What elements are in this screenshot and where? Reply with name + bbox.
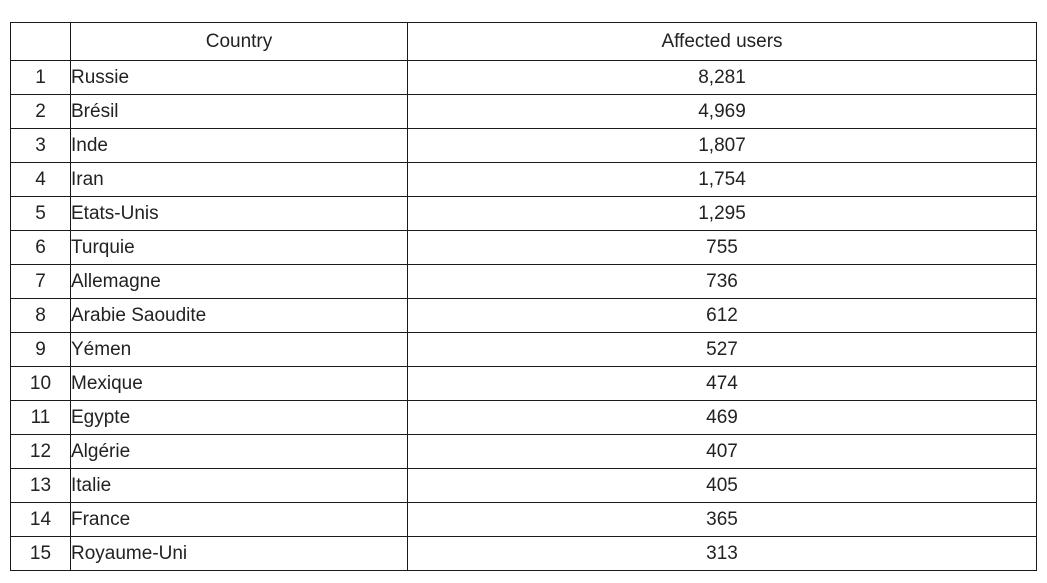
- country-cell: Iran: [71, 163, 408, 197]
- affected-users-cell: 365: [408, 503, 1037, 537]
- affected-users-cell: 474: [408, 367, 1037, 401]
- affected-users-cell: 313: [408, 537, 1037, 571]
- table-row: [11, 367, 1037, 401]
- country-cell: Etats-Unis: [71, 197, 408, 231]
- country-cell: Brésil: [71, 95, 408, 129]
- affected-users-cell: 1,807: [408, 129, 1037, 163]
- table-row: [11, 503, 1037, 537]
- country-cell: Turquie: [71, 231, 408, 265]
- affected-users-cell: 755: [408, 231, 1037, 265]
- country-cell: Arabie Saoudite: [71, 299, 408, 333]
- country-cell: Mexique: [71, 367, 408, 401]
- rank-cell: 3: [11, 129, 71, 163]
- table-row: [11, 435, 1037, 469]
- affected-users-table: [10, 22, 1037, 571]
- rank-cell: 10: [11, 367, 71, 401]
- rank-cell: 4: [11, 163, 71, 197]
- rank-cell: 9: [11, 333, 71, 367]
- table-row: [11, 163, 1037, 197]
- header-affected-users: Affected users: [408, 23, 1037, 61]
- affected-users-cell: 1,754: [408, 163, 1037, 197]
- country-cell: Italie: [71, 469, 408, 503]
- table-row: [11, 333, 1037, 367]
- rank-cell: 6: [11, 231, 71, 265]
- country-cell: Algérie: [71, 435, 408, 469]
- rank-cell: 13: [11, 469, 71, 503]
- header-rank: [11, 23, 71, 61]
- country-cell: France: [71, 503, 408, 537]
- affected-users-cell: 8,281: [408, 61, 1037, 95]
- table-row: [11, 197, 1037, 231]
- rank-cell: 15: [11, 537, 71, 571]
- rank-cell: 2: [11, 95, 71, 129]
- table-header: [11, 23, 1037, 61]
- country-cell: Allemagne: [71, 265, 408, 299]
- table-row: [11, 469, 1037, 503]
- table-row: [11, 401, 1037, 435]
- country-cell: Royaume-Uni: [71, 537, 408, 571]
- affected-users-cell: 1,295: [408, 197, 1037, 231]
- table-row: [11, 537, 1037, 571]
- table-row: [11, 95, 1037, 129]
- table-body: [11, 61, 1037, 571]
- rank-cell: 8: [11, 299, 71, 333]
- affected-users-cell: 405: [408, 469, 1037, 503]
- affected-users-cell: 736: [408, 265, 1037, 299]
- country-cell: Inde: [71, 129, 408, 163]
- header-row: [11, 23, 1037, 61]
- header-country: Country: [71, 23, 408, 61]
- affected-users-cell: 612: [408, 299, 1037, 333]
- table-row: [11, 265, 1037, 299]
- rank-cell: 7: [11, 265, 71, 299]
- affected-users-cell: 4,969: [408, 95, 1037, 129]
- table-row: [11, 129, 1037, 163]
- country-cell: Russie: [71, 61, 408, 95]
- country-cell: Yémen: [71, 333, 408, 367]
- table-row: [11, 61, 1037, 95]
- table-row: [11, 299, 1037, 333]
- rank-cell: 1: [11, 61, 71, 95]
- rank-cell: 5: [11, 197, 71, 231]
- rank-cell: 14: [11, 503, 71, 537]
- table-row: [11, 231, 1037, 265]
- affected-users-cell: 407: [408, 435, 1037, 469]
- affected-users-cell: 527: [408, 333, 1037, 367]
- country-cell: Egypte: [71, 401, 408, 435]
- rank-cell: 11: [11, 401, 71, 435]
- rank-cell: 12: [11, 435, 71, 469]
- affected-users-cell: 469: [408, 401, 1037, 435]
